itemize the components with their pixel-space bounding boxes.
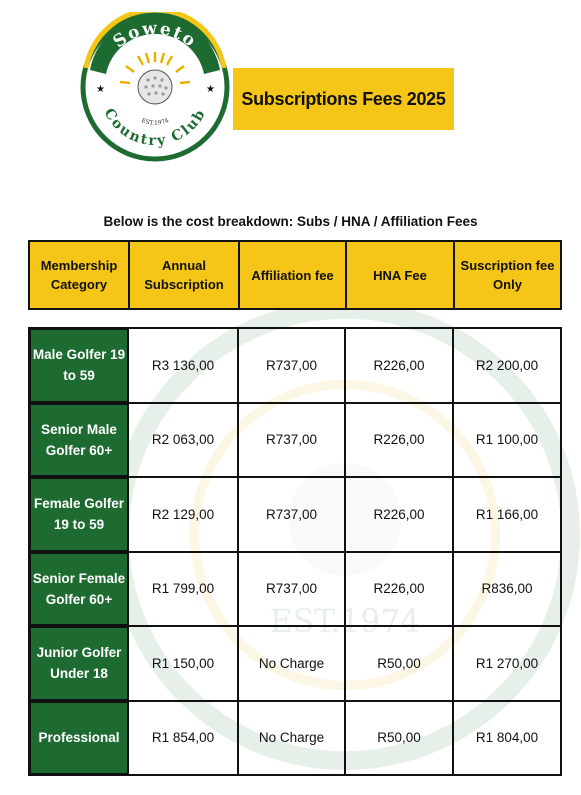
table-header	[28, 240, 562, 310]
affiliation-cell: R737,00	[239, 478, 346, 551]
annual-cell: R3 136,00	[129, 329, 239, 402]
annual-cell: R2 063,00	[129, 404, 239, 477]
hna-cell: R50,00	[346, 702, 454, 775]
affiliation-cell: No Charge	[239, 627, 346, 700]
category-cell: Professional	[29, 701, 129, 776]
table-row	[30, 627, 560, 702]
affiliation-cell: R737,00	[239, 553, 346, 626]
subscription-only-cell: R1 270,00	[475, 655, 539, 671]
svg-text:EST.1974: EST.1974	[140, 117, 170, 127]
subscription-only-cell: R1 804,00	[475, 730, 539, 746]
header-affiliation-fee: Affiliation fee	[240, 242, 347, 308]
category-cell: Junior Golfer Under 18	[29, 626, 129, 701]
title-banner	[233, 68, 454, 130]
table-row	[30, 702, 560, 775]
category-cell: Male Golfer 19 to 59	[29, 328, 129, 403]
subscription-only-cell: R1 100,00	[475, 432, 539, 448]
subscription-only-cell: R1 166,00	[475, 506, 539, 522]
annual-cell: R1 799,00	[129, 553, 239, 626]
affiliation-cell: R737,00	[239, 404, 346, 477]
hna-cell: R226,00	[346, 329, 454, 402]
soweto-country-club-logo	[80, 12, 230, 162]
affiliation-cell: No Charge	[239, 702, 346, 775]
header-membership-category: Membership Category	[30, 242, 130, 308]
subscription-only-cell: R836,00	[481, 581, 533, 597]
category-cell: Senior Male Golfer 60+	[29, 403, 129, 478]
table-row	[30, 329, 560, 404]
annual-cell: R1 854,00	[129, 702, 239, 775]
svg-text:★: ★	[206, 84, 215, 95]
svg-text:★: ★	[96, 84, 105, 95]
hna-cell: R50,00	[346, 627, 454, 700]
annual-cell: R1 150,00	[129, 627, 239, 700]
header-annual-subscription: Annual Subscription	[130, 242, 240, 308]
affiliation-cell: R737,00	[239, 329, 346, 402]
table-row	[30, 478, 560, 553]
category-cell: Senior Female Golfer 60+	[29, 552, 129, 627]
hna-cell: R226,00	[346, 478, 454, 551]
header-hna-fee: HNA Fee	[347, 242, 455, 308]
table-row	[30, 404, 560, 479]
fees-table	[28, 327, 562, 776]
subtitle: Below is the cost breakdown: Subs / HNA / Affiliation Fees	[103, 214, 478, 229]
subscription-only-cell: R2 200,00	[475, 357, 539, 373]
svg-text:Soweto: Soweto	[109, 18, 201, 53]
category-cell: Female Golfer 19 to 59	[29, 477, 129, 552]
hna-cell: R226,00	[346, 404, 454, 477]
svg-text:EST.1974: EST.1974	[269, 604, 421, 641]
annual-cell: R2 129,00	[129, 478, 239, 551]
hna-cell: R226,00	[346, 553, 454, 626]
svg-text:Country Club: Country Club	[100, 105, 210, 150]
header-subscription-fee-only: Suscription fee Only	[460, 258, 555, 292]
page-title: Subscriptions Fees 2025	[241, 88, 446, 109]
table-row	[30, 553, 560, 628]
